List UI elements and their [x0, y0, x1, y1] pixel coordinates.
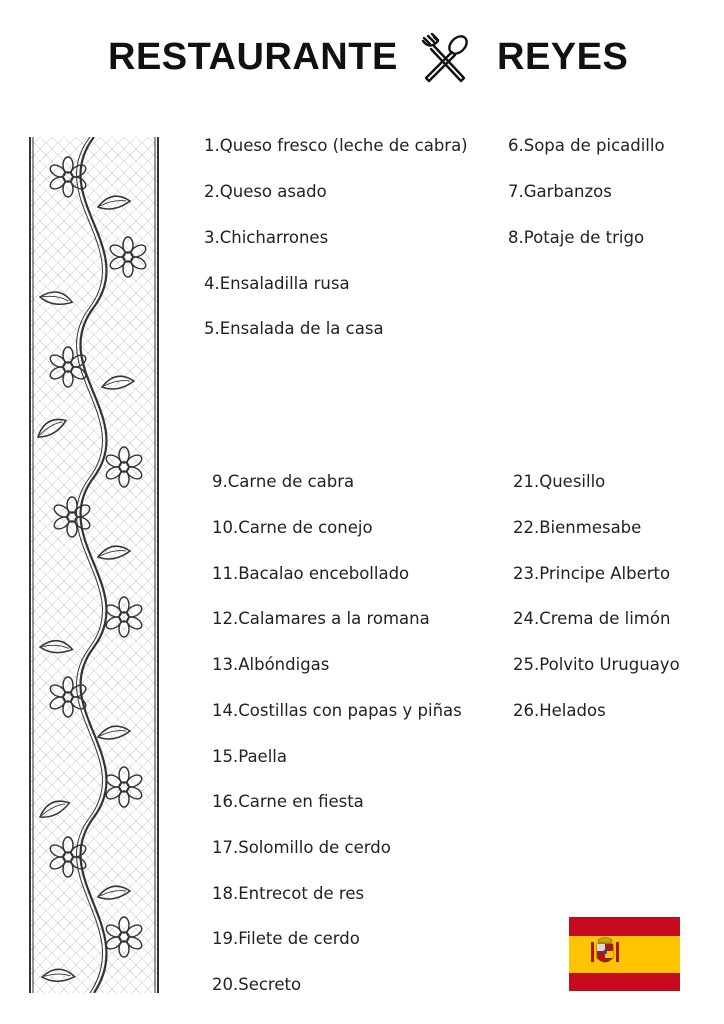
- spain-flag-icon: [569, 917, 680, 991]
- menu-item: 3.Chicharrones: [204, 228, 329, 247]
- menu-item: 15.Paella: [212, 747, 287, 766]
- menu-item: 4.Ensaladilla rusa: [204, 274, 350, 293]
- menu-item: 18.Entrecot de res: [212, 884, 365, 903]
- title-word-reyes: REYES: [497, 36, 629, 78]
- menu-item: 9.Carne de cabra: [212, 472, 355, 491]
- menu-item: 23.Principe Alberto: [513, 564, 671, 583]
- menu-item: 21.Quesillo: [513, 472, 606, 491]
- menu-item: 22.Bienmesabe: [513, 518, 642, 537]
- fork-and-spoon-icon: [418, 32, 472, 86]
- menu-item: 11.Bacalao encebollado: [212, 564, 410, 583]
- menu-item: 20.Secreto: [212, 975, 302, 994]
- menu-item: 12.Calamares a la romana: [212, 609, 430, 628]
- menu-item: 8.Potaje de trigo: [508, 228, 645, 247]
- menu-item: 14.Costillas con papas y piñas: [212, 701, 462, 720]
- restaurant-title: [0, 36, 724, 86]
- menu-item: 1.Queso fresco (leche de cabra): [204, 136, 468, 155]
- menu-item: 24.Crema de limón: [513, 609, 671, 628]
- ornamental-lace-border: [28, 137, 160, 993]
- menu-item: 7.Garbanzos: [508, 182, 612, 201]
- menu-item: 19.Filete de cerdo: [212, 929, 360, 948]
- menu-item: 2.Queso asado: [204, 182, 327, 201]
- menu-item: 10.Carne de conejo: [212, 518, 373, 537]
- menu-item: 26.Helados: [513, 701, 606, 720]
- menu-item: 16.Carne en fiesta: [212, 792, 364, 811]
- menu-item: 25.Polvito Uruguayo: [513, 655, 680, 674]
- menu-item: 17.Solomillo de cerdo: [212, 838, 391, 857]
- menu-item: 13.Albóndigas: [212, 655, 330, 674]
- menu-item: 6.Sopa de picadillo: [508, 136, 665, 155]
- menu-item: 5.Ensalada de la casa: [204, 319, 384, 338]
- title-word-restaurante: RESTAURANTE: [108, 36, 398, 78]
